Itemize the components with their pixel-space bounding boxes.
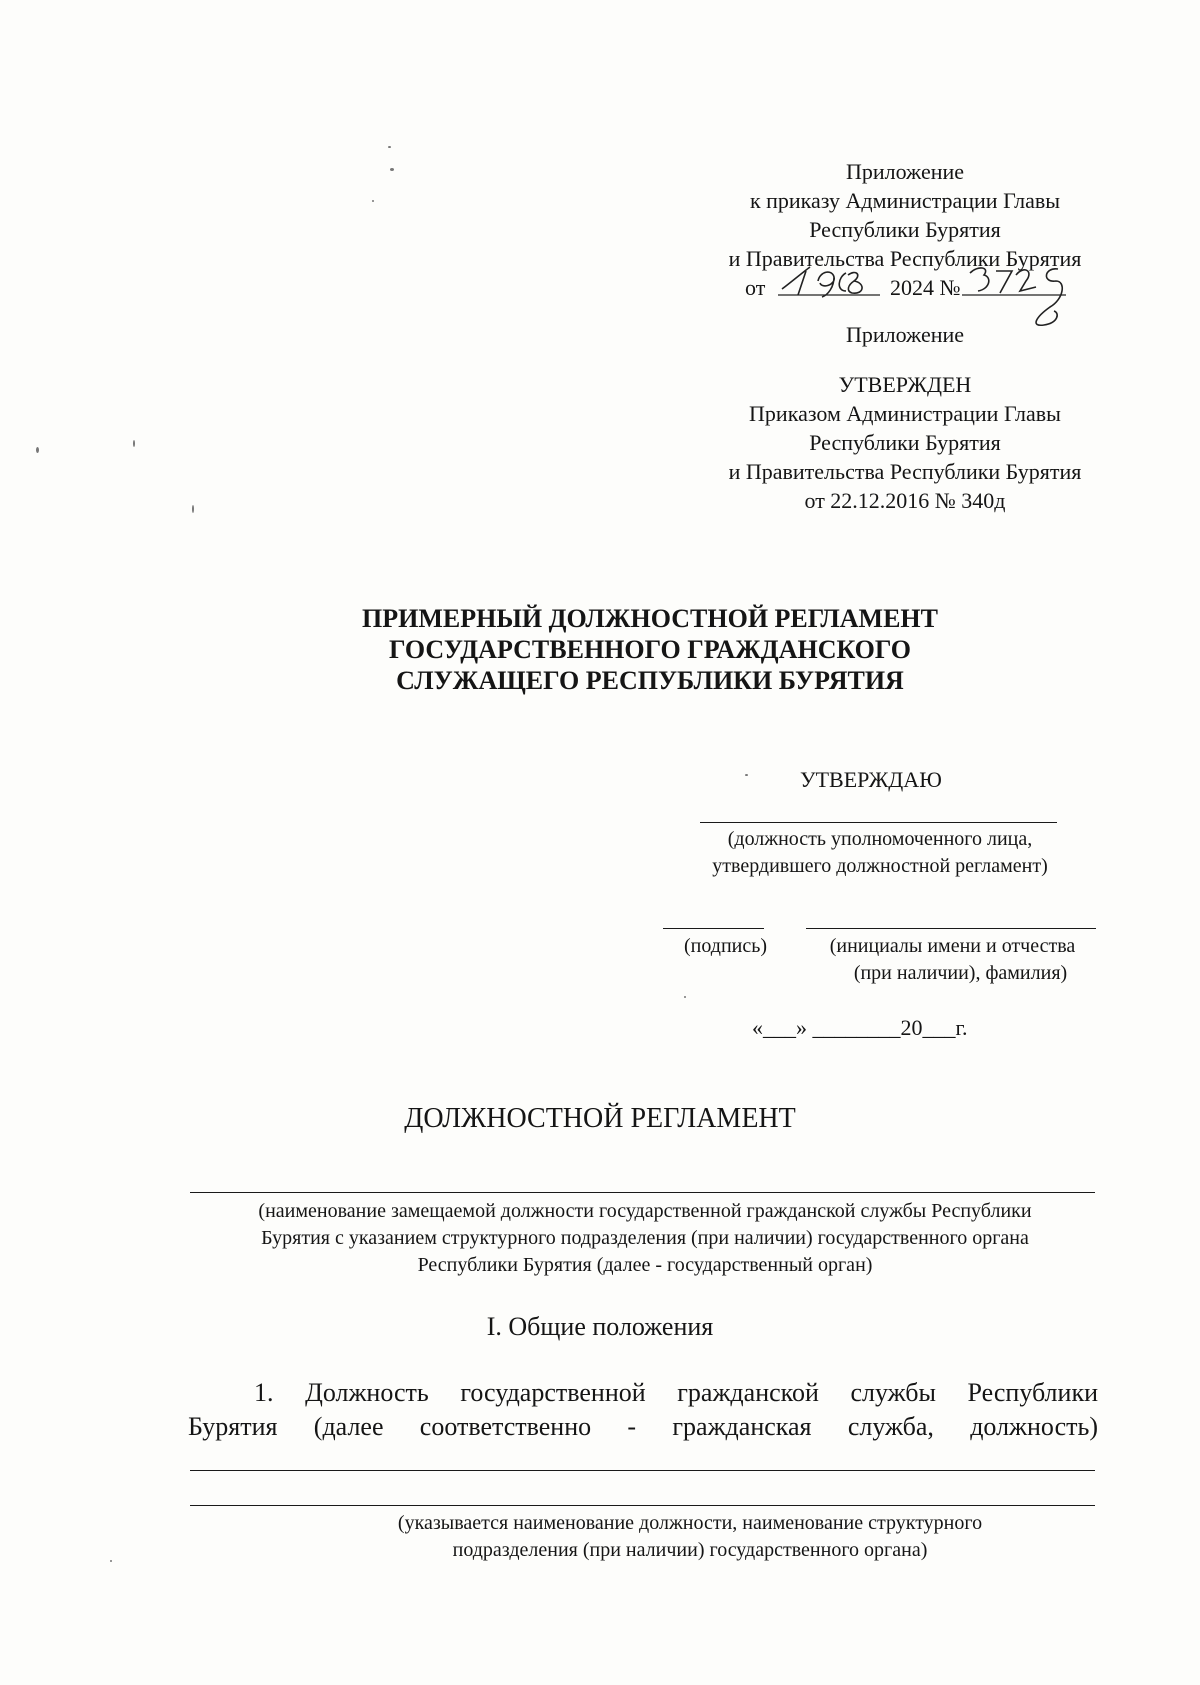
appendix-line: к приказу Администрации Главы [749,188,1061,213]
position-caption-line: Республики Бурятия (далее - государственный орган) [417,1254,873,1276]
approved-line: и Правительства Республики Бурятия [728,459,1082,484]
position-hint [670,826,1090,880]
scan-speck [110,1560,112,1562]
position-hint-line: утвердившего должностной регламент) [712,855,1048,877]
appendix-line: Республики Бурятия [809,217,1001,242]
scan-speck [388,146,391,148]
position-caption [180,1198,1110,1279]
approved-line: Приказом Администрации Главы [749,401,1061,426]
appendix-label: Приложение [845,322,965,347]
signature-hint: (подпись) [684,935,768,957]
name-hint [805,933,1100,987]
approved-block [690,370,1120,515]
approved-line: Республики Бурятия [809,430,1001,455]
section-title: I. Общие положения [486,1312,714,1341]
scan-speck [36,447,39,453]
document-title: ДОЛЖНОСТНОЙ РЕГЛАМЕНТ [404,1103,796,1134]
appendix-line: и Правительства Республики Бурятия [728,246,1082,271]
paragraph-caption-line: (указывается наименование должности, наименование структурного [397,1512,983,1534]
paragraph-caption-line: подразделения (при наличии) государственного органа) [452,1539,928,1561]
main-title-line: ГОСУДАРСТВЕННОГО ГРАЖДАНСКОГО [388,635,912,664]
paragraph-caption [300,1510,1080,1564]
name-underline [806,928,1096,929]
appendix-date-line [690,273,1120,302]
position-fill-line-1 [190,1470,1095,1471]
paragraph-1 [188,1376,1098,1444]
handwritten-date [776,261,888,301]
paragraph-line: Бурятия (далее соответственно - гражданская служба, должность) [188,1412,1098,1441]
paragraph-line: 1. Должность государственной гражданской службы Республики [254,1378,1098,1407]
name-hint-line: (инициалы имени и отчества [829,935,1076,957]
position-hint-line: (должность уполномоченного лица, [727,828,1033,850]
date-prefix: от [745,275,766,300]
appendix-header [690,157,1120,302]
approve-date-line: «___» ________20___г. [752,1015,968,1040]
approved-line: УТВЕРЖДЕН [838,372,972,397]
scan-speck [684,996,686,998]
position-fill-line-2 [190,1505,1095,1506]
approve-heading: УТВЕРЖДАЮ [800,767,942,792]
name-hint-line: (при наличии), фамилия) [853,962,1068,984]
scan-speck [372,200,374,202]
handwritten-date-ink [776,261,888,301]
appendix-line: Приложение [845,159,965,184]
position-name-underline [190,1192,1095,1193]
scan-speck [133,440,135,447]
position-underline [700,822,1057,823]
main-title-line: СЛУЖАЩЕГО РЕСПУБЛИКИ БУРЯТИЯ [396,666,904,695]
scan-speck [390,168,394,171]
scan-speck [745,774,748,776]
main-title [250,603,1050,696]
position-caption-line: (наименование замещаемой должности государственной гражданской службы Республики [258,1200,1032,1222]
main-title-line: ПРИМЕРНЫЙ ДОЛЖНОСТНОЙ РЕГЛАМЕНТ [362,604,938,633]
approved-line: от 22.12.2016 № 340д [804,488,1006,513]
position-caption-line: Бурятия с указанием структурного подразделения (при наличии) государственного органа [261,1227,1029,1249]
scan-speck [192,505,194,513]
signature-underline [663,928,764,929]
date-year: 2024 № [890,275,961,300]
